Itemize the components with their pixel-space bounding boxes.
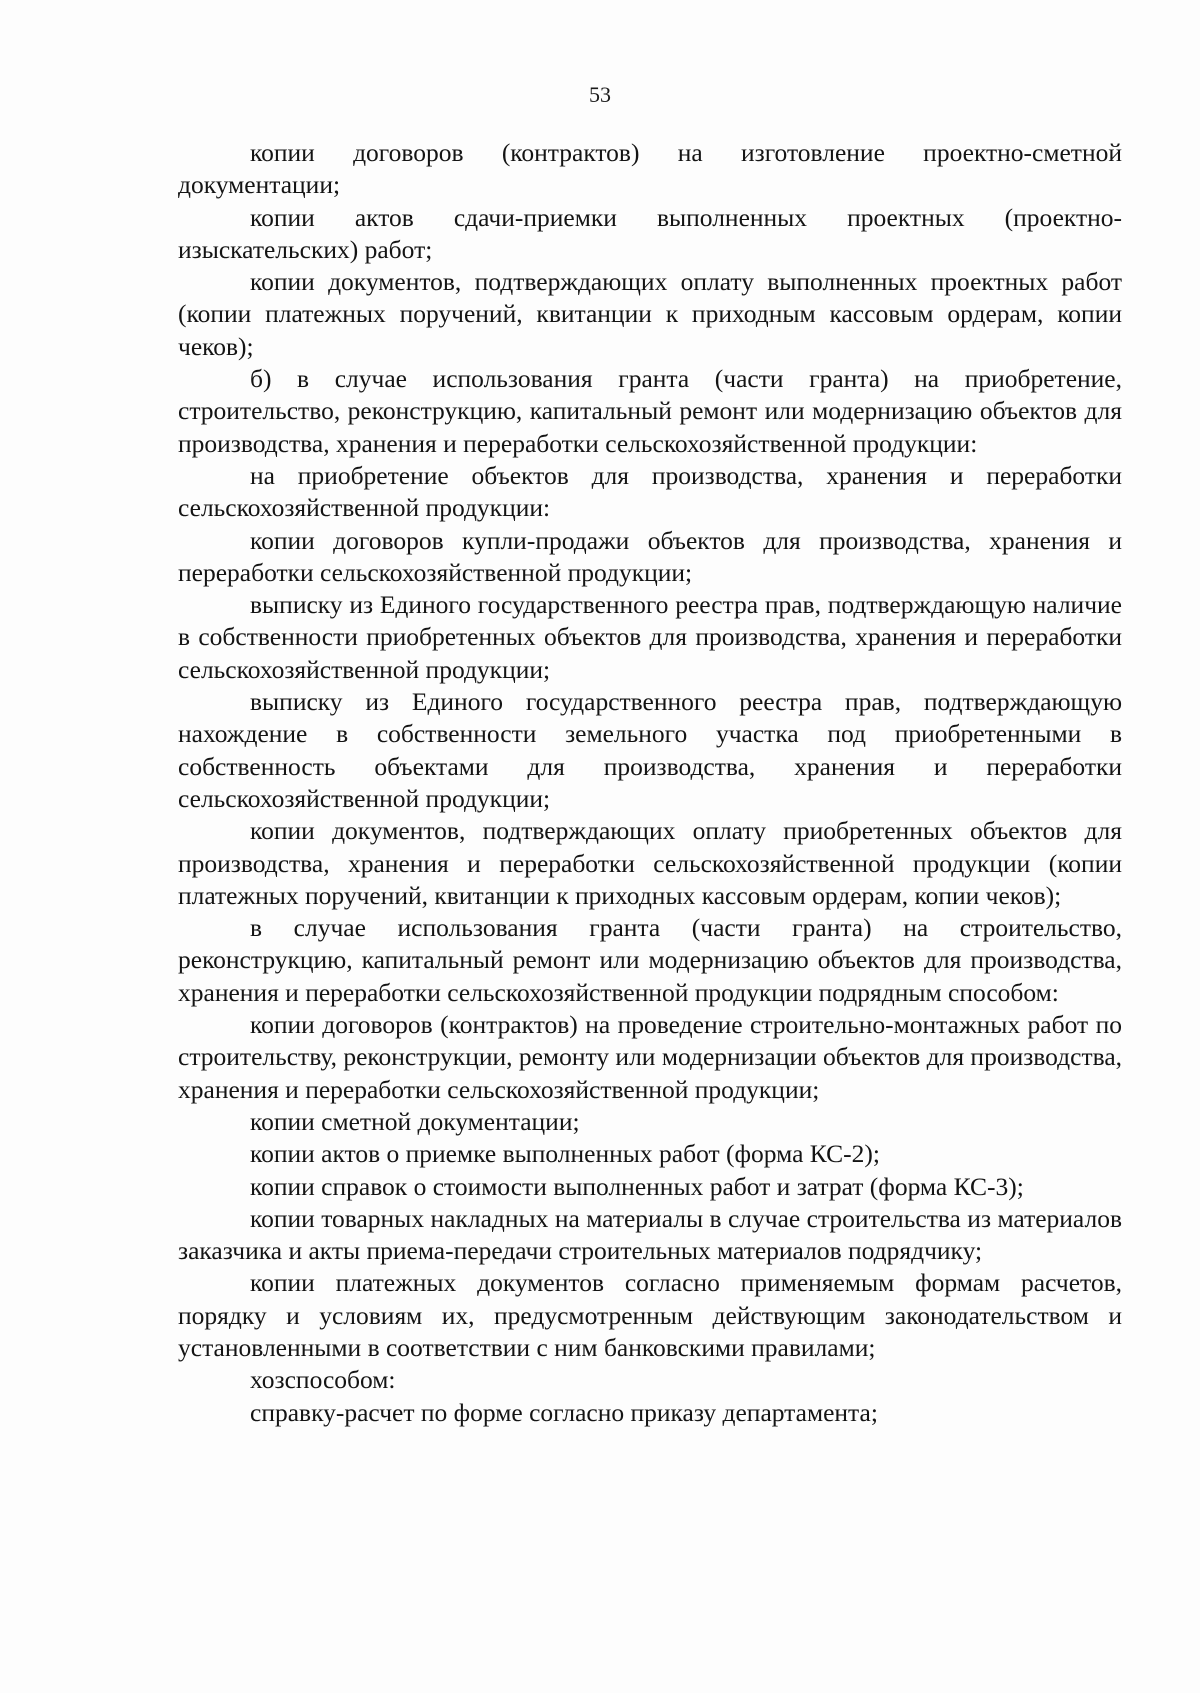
paragraph: на приобретение объектов для производства, хранения и переработки сельскохозяйственной продукции: bbox=[178, 460, 1122, 523]
paragraph: хозспособом: bbox=[250, 1365, 396, 1395]
paragraph: копии договоров (контрактов) на проведение строительно-монтажных работ по строительству, реконструкции, ремонту или модернизации объектов для производства, хранения и переработки сельскохозяйственной продукции; bbox=[178, 1010, 1123, 1104]
document-body bbox=[178, 137, 1122, 1429]
paragraph: копии договоров купли-продажи объектов для производства, хранения и переработки сельскохозяйственной продукции; bbox=[178, 525, 1122, 587]
paragraph: копии справок о стоимости выполненных работ и затрат (форма КС-3); bbox=[250, 1171, 1024, 1201]
paragraph: копии товарных накладных на материалы в случае строительства из материалов заказчика и акты приема-передачи строительных материалов подрядчику; bbox=[178, 1203, 1122, 1266]
paragraph: копии актов сдачи-приемки выполненных проектных (проектно-изыскательских) работ; bbox=[178, 202, 1122, 264]
paragraph: копии платежных документов согласно применяемым формам расчетов, порядку и условиям их, предусмотренным действующим законодательством и установленными в соответствии с ним банковскими правилами; bbox=[178, 1268, 1122, 1362]
paragraph: копии сметной документации; bbox=[250, 1106, 580, 1136]
paragraph: копии документов, подтверждающих оплату выполненных проектных работ (копии платежных поручений, квитанции к приходным кассовым ордерам, копии чеков); bbox=[178, 267, 1122, 361]
paragraph: копии актов о приемке выполненных работ (форма КС-2); bbox=[250, 1139, 881, 1169]
paragraph: справку-расчет по форме согласно приказу департамента; bbox=[250, 1397, 878, 1427]
paragraph: копии документов, подтверждающих оплату приобретенных объектов для производства, хранения и переработки сельскохозяйственной продукции (копии платежных поручений, квитанции к приходных кассовым ордерам, копии чеков); bbox=[178, 816, 1122, 910]
page-number: 53 bbox=[589, 82, 611, 107]
paragraph: выписку из Единого государственного реестра прав, подтверждающую нахождение в собственности земельного участка под приобретенными в собственность объектами для производства, хранения и переработки сельскохозяйственной продукции; bbox=[178, 687, 1122, 813]
paragraph: б) в случае использования гранта (части гранта) на приобретение, строительство, реконструкцию, капитальный ремонт или модернизацию объектов для производства, хранения и переработки сельскохозяйственной продукции: bbox=[178, 364, 1122, 458]
paragraph: в случае использования гранта (части гранта) на строительство, реконструкцию, капитальный ремонт или модернизацию объектов для производства, хранения и переработки сельскохозяйственной продукции подрядным способом: bbox=[178, 913, 1122, 1007]
paragraph: копии договоров (контрактов) на изготовление проектно-сметной документации; bbox=[178, 138, 1122, 200]
paragraph: выписку из Единого государственного реестра прав, подтверждающую наличие в собственности приобретенных объектов для производства, хранения и переработки сельскохозяйственной продукции; bbox=[178, 590, 1122, 684]
